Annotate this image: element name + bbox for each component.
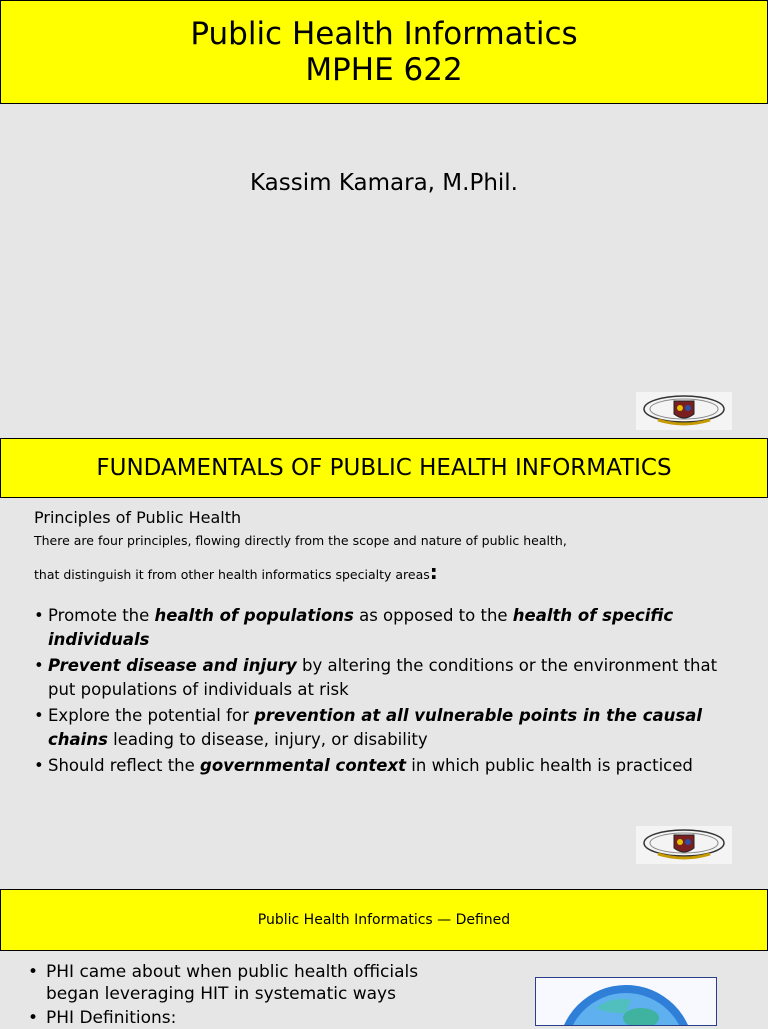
- slide-1-title: Public Health Informatics: [190, 16, 578, 52]
- principles-subheading: Principles of Public Health: [34, 508, 242, 527]
- intro-line-2: [34, 560, 438, 584]
- principle-item: • Should reflect the governmental context in which public health is practiced: [34, 754, 734, 778]
- slide-2-title-bar: [0, 438, 768, 498]
- definition-item: • PHI Definitions:: [28, 1007, 458, 1029]
- slide-1: [0, 0, 768, 438]
- principle-item: • Prevent disease and injury by altering the conditions or the environment that put populations of individuals at risk: [34, 654, 734, 702]
- intro-line-2-text: that distinguish it from other health informatics specialty areas: [34, 567, 430, 582]
- principles-list: [34, 604, 734, 778]
- slide-2-title: FUNDAMENTALS OF PUBLIC HEALTH INFORMATICS: [96, 455, 672, 481]
- slide-3: [0, 885, 768, 1028]
- slide-3-title: Public Health Informatics — Defined: [257, 912, 511, 928]
- intro-line-1: There are four principles, flowing directly from the scope and nature of public health,: [34, 533, 567, 548]
- principle-item: • Promote the health of populations as opposed to the health of specific individuals: [34, 604, 734, 652]
- intro-colon: :: [429, 560, 438, 584]
- university-logo: [636, 392, 732, 430]
- globe-image: [535, 977, 717, 1026]
- slide-1-course-code: MPHE 622: [305, 52, 463, 88]
- slide-1-title-bar: [0, 0, 768, 104]
- principle-item: • Explore the potential for prevention at all vulnerable points in the causal chains leading to disease, injury, or disability: [34, 704, 734, 752]
- definition-list: [28, 961, 458, 1029]
- definition-item: • PHI came about when public health officials began leveraging HIT in systematic ways: [28, 961, 458, 1005]
- slide-3-title-bar: [0, 889, 768, 951]
- slide-2: [0, 438, 768, 885]
- author-name: Kassim Kamara, M.Phil.: [250, 170, 518, 196]
- university-logo: [636, 826, 732, 864]
